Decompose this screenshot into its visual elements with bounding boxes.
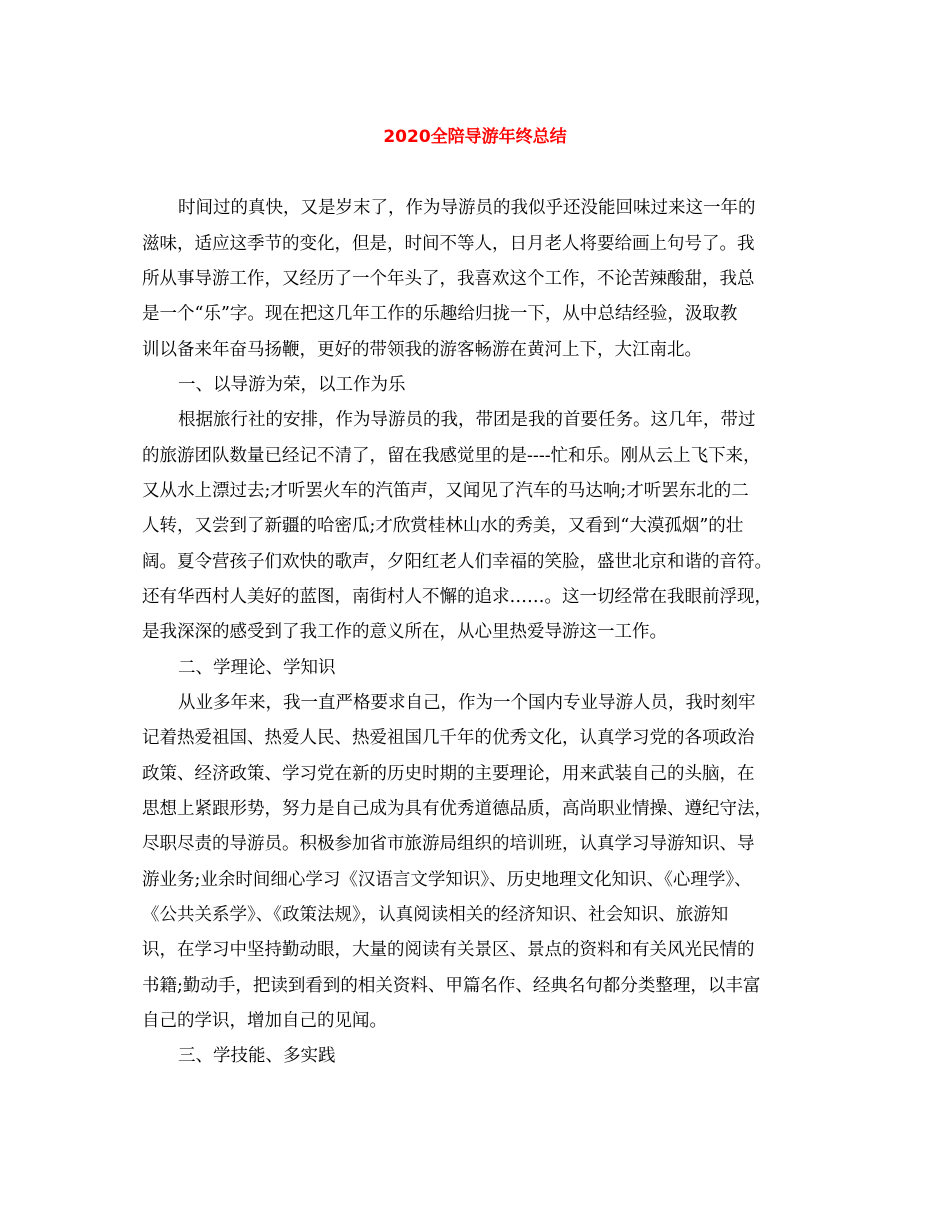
paragraph-line: 又从水上漂过去;才听罢火车的汽笛声，又闻见了汽车的马达响;才听罢东北的二: [142, 481, 749, 501]
paragraph-line: 游业务;业余时间细心学习《汉语言文学知识》、历史地理文化知识、《心理学》、: [142, 870, 752, 890]
paragraph-line: 是我深深的感受到了我工作的意义所在，从心里热爱导游这一工作。: [142, 622, 667, 642]
paragraph-line: 训以备来年奋马扬鞭，更好的带领我的游客畅游在黄河上下，大江南北。: [142, 340, 702, 360]
paragraph-line: 时间过的真快，又是岁末了，作为导游员的我似乎还没能回味过来这一年的: [178, 198, 756, 218]
paragraph-line: 思想上紧跟形势，努力是自己成为具有优秀道德品质，高尚职业情操、遵纪守法，: [142, 799, 772, 819]
document-title: 2020全陪导游年终总结: [383, 127, 567, 147]
paragraph-line: 是一个“乐”字。现在把这几年工作的乐趣给归拢一下，从中总结经验，汲取教: [142, 304, 738, 324]
paragraph-line: 还有华西村人美好的蓝图，南街村人不懈的追求……。这一切经常在我眼前浮现，: [142, 587, 772, 607]
paragraph-line: 政策、经济政策、学习党在新的历史时期的主要理论，用来武装自己的头脑，在: [142, 764, 755, 784]
section-heading-3: 三、学技能、多实践: [178, 1046, 336, 1066]
section-heading-1: 一、以导游为荣，以工作为乐: [178, 375, 406, 395]
section-heading-2: 二、学理论、学知识: [178, 658, 336, 678]
paragraph-line: 阔。夏令营孩子们欢快的歌声，夕阳红老人们幸福的笑脸，盛世北京和谐的音符。: [142, 552, 772, 572]
paragraph-line: 尽职尽责的导游员。积极参加省市旅游局组织的培训班，认真学习导游知识、导: [142, 834, 755, 854]
paragraph-line: 所从事导游工作，又经历了一个年头了，我喜欢这个工作，不论苦辣酸甜，我总: [142, 269, 755, 289]
paragraph-line: 的旅游团队数量已经记不清了，留在我感觉里的是----忙和乐。刚从云上飞下来，: [142, 446, 761, 466]
paragraph-line: 书籍;勤动手，把读到看到的相关资料、甲篇名作、经典名句都分类整理，以丰富: [142, 976, 761, 996]
paragraph-line: 根据旅行社的安排，作为导游员的我，带团是我的首要任务。这几年，带过: [178, 410, 756, 430]
paragraph-line: 识，在学习中坚持勤动眼，大量的阅读有关景区、景点的资料和有关风光民情的: [142, 940, 755, 960]
paragraph-line: 滋味，适应这季节的变化，但是，时间不等人，日月老人将要给画上句号了。我: [142, 234, 755, 254]
paragraph-line: 《公共关系学》、《政策法规》，认真阅读相关的经济知识、社会知识、旅游知: [142, 905, 729, 925]
paragraph-line: 从业多年来，我一直严格要求自己，作为一个国内专业导游人员，我时刻牢: [178, 693, 756, 713]
paragraph-line: 自己的学识，增加自己的见闻。: [142, 1011, 387, 1031]
paragraph-line: 人转，又尝到了新疆的哈密瓜;才欣赏桂林山水的秀美，又看到“大漠孤烟”的壮: [142, 516, 744, 536]
paragraph-line: 记着热爱祖国、热爱人民、热爱祖国几千年的优秀文化，认真学习党的各项政治: [142, 728, 755, 748]
